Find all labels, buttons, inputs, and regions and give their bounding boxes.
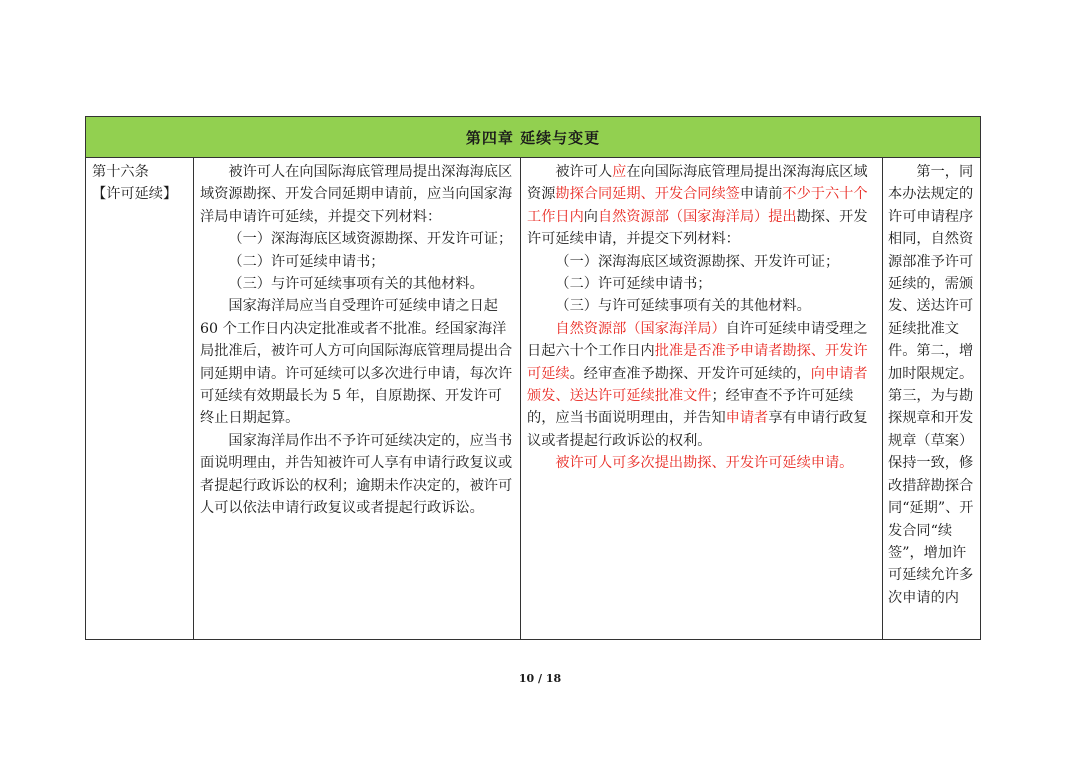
revised-text-cell bbox=[521, 158, 883, 640]
original-paragraph: 被许可人在向国际海底管理局提出深海海底区域资源勘探、开发合同延期申请前，应当向国家海洋局申请许可延续，并提交下列材料： bbox=[200, 164, 513, 225]
revised-change-text: 勘探合同延期、开发合同续签 bbox=[555, 186, 740, 203]
revised-change-text: 被许可人可多次提出勘探、开发许可延续申请。 bbox=[555, 455, 854, 472]
revised-text-run: 申请前 bbox=[739, 186, 783, 203]
page-number: 10 / 18 bbox=[518, 672, 562, 685]
revised-text-run: 被许可人 bbox=[555, 164, 613, 180]
original-paragraph: （二）许可延续申请书； bbox=[228, 253, 385, 270]
original-paragraph: 国家海洋局应当自受理许可延续申请之日起 60 个工作日内决定批准或者不批准。经国家海洋局批准后，被许可人方可向国际海底管理局提出合同延期申请。许可延续可以多次进行申请，每次许可延续有效期最长为 5 年，自原勘探、开发许可终止日期起算。 bbox=[200, 298, 513, 427]
article-number: 第十六条 bbox=[92, 164, 149, 180]
revised-change-text: 向申请者颁发、送达许可延续批准文件 bbox=[527, 365, 868, 405]
revised-text-run: ；经审查不予许可延续的，应当书面说明理由，并告知 bbox=[527, 388, 854, 427]
revised-text-run: （二）许可延续申请书； bbox=[555, 276, 712, 293]
revised-paragraph bbox=[527, 273, 876, 295]
revised-paragraph bbox=[527, 452, 876, 474]
original-text bbox=[194, 158, 520, 520]
revised-text-run: 自许可延续申请受理之日起六十个工作日内 bbox=[527, 320, 868, 360]
revised-change-text: 自然资源部（国家海洋局） bbox=[555, 320, 726, 337]
revised-paragraph bbox=[527, 295, 876, 317]
revised-text-run: （一）深海海底区域资源勘探、开发许可证； bbox=[555, 253, 840, 270]
revised-text bbox=[521, 158, 882, 475]
article-cell bbox=[86, 158, 194, 640]
revised-text-run: 在向国际海底管理局提出深海海底区域资源 bbox=[527, 164, 868, 203]
article-row bbox=[86, 158, 981, 640]
original-paragraph: 国家海洋局作出不予许可延续决定的，应当书面说明理由，并告知被许可人享有申请行政复议或者提起行政诉讼的权利；逾期未作决定的，被许可人可以依法申请行政复议或者提起行政诉讼。 bbox=[200, 432, 513, 517]
original-paragraph: （一）深海海底区域资源勘探、开发许可证； bbox=[228, 231, 513, 248]
revised-change-text: 应 bbox=[612, 164, 627, 180]
revised-text-run: 勘探、开发许可延续申请，并提交下列材料： bbox=[527, 208, 868, 248]
revised-change-text: 不少于六十个工作日内 bbox=[527, 186, 868, 225]
original-paragraph: （三）与许可延续事项有关的其他材料。 bbox=[228, 276, 484, 293]
revised-change-text: 批准是否准予申请者勘探、开发许可延续 bbox=[527, 343, 868, 382]
chapter-row bbox=[86, 117, 981, 158]
article-title: 【许可延续】 bbox=[92, 186, 178, 203]
revised-text-run: （三）与许可延续事项有关的其他材料。 bbox=[555, 298, 811, 315]
revised-change-text: 自然资源部（国家海洋局）提出 bbox=[597, 208, 797, 225]
revised-text-run: 向 bbox=[583, 208, 598, 225]
chapter-title: 第四章 延续与变更 bbox=[86, 117, 981, 158]
revised-paragraph bbox=[527, 161, 876, 251]
revised-paragraph bbox=[527, 318, 876, 452]
revised-text-run: 享有申请行政复议或者提起行政诉讼的权利。 bbox=[527, 410, 868, 449]
note-cell bbox=[883, 158, 981, 640]
comparison-table bbox=[85, 116, 981, 640]
original-text-cell bbox=[194, 158, 521, 640]
revision-note: 第一，同本办法规定的许可申请程序相同，自然资源部准予许可延续的，需颁发、送达许可延续批准文件。第二，增加时限规定。第三，为与勘探规章和开发规章（草案）保持一致，修改措辞勘探合同“延期”、开发合同“续签”，增加许可延续允许多次申请的内 bbox=[888, 164, 974, 606]
revised-paragraph bbox=[527, 251, 876, 273]
revised-text-run: 。经审查准予勘探、开发许可延续的， bbox=[569, 365, 811, 382]
revised-change-text: 申请者 bbox=[725, 410, 769, 427]
